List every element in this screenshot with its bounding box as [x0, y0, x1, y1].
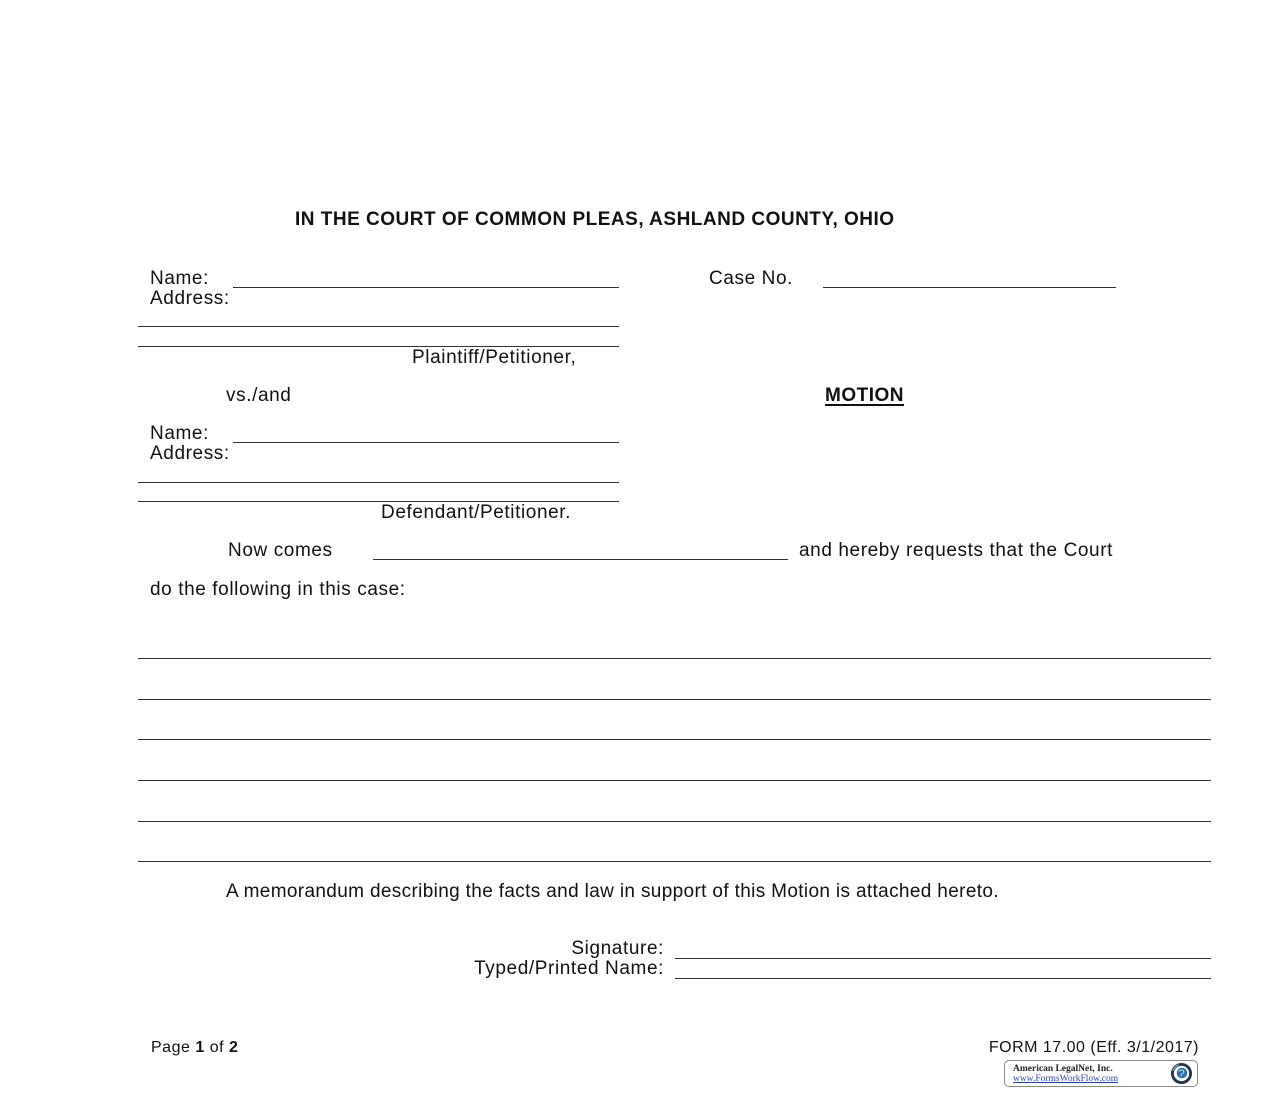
court-title: IN THE COURT OF COMMON PLEAS, ASHLAND COUNTY, OHIO: [295, 209, 895, 230]
plaintiff-role-label: Plaintiff/Petitioner,: [412, 347, 577, 368]
defendant-role-label: Defendant/Petitioner.: [381, 502, 572, 523]
globe-logo-icon: [1170, 1062, 1193, 1085]
page-of: of: [209, 1039, 225, 1056]
defendant-address-label: Address:: [150, 443, 230, 464]
memorandum-text: A memorandum describing the facts and law in support of this Motion is attached hereto.: [226, 881, 999, 902]
request-line-2[interactable]: [138, 699, 1211, 700]
case-no-field[interactable]: [823, 287, 1116, 288]
request-line-5[interactable]: [138, 821, 1211, 822]
page-total: 2: [228, 1039, 239, 1056]
publisher-link[interactable]: www.FormsWorkFlow.com: [1013, 1074, 1119, 1084]
now-comes-label: Now comes: [228, 540, 333, 561]
publisher-badge[interactable]: [1004, 1060, 1198, 1087]
signature-label: Signature:: [571, 938, 664, 959]
requests-text: and hereby requests that the Court: [799, 540, 1114, 561]
request-line-6[interactable]: [138, 861, 1211, 862]
plaintiff-address-label: Address:: [150, 288, 230, 309]
request-line-1[interactable]: [138, 658, 1211, 659]
movant-name-field[interactable]: [373, 559, 788, 560]
page-current: 1: [195, 1039, 205, 1056]
defendant-name-field[interactable]: [233, 442, 619, 443]
defendant-name-label: Name:: [150, 423, 209, 444]
request-line-4[interactable]: [138, 780, 1211, 781]
page-label: Page: [151, 1039, 191, 1056]
plaintiff-name-field[interactable]: [233, 287, 619, 288]
request-line-3[interactable]: [138, 739, 1211, 740]
plaintiff-name-label: Name:: [150, 268, 209, 289]
case-no-label: Case No.: [709, 268, 794, 289]
page-indicator: [151, 1039, 238, 1057]
defendant-address-line-1[interactable]: [138, 482, 619, 483]
plaintiff-address-line-1[interactable]: [138, 326, 619, 327]
continuation-text: do the following in this case:: [150, 579, 406, 600]
publisher-name: American LegalNet, Inc.: [1013, 1064, 1113, 1074]
signature-field[interactable]: [675, 958, 1211, 959]
printed-name-field[interactable]: [675, 978, 1211, 979]
form-id: FORM 17.00 (Eff. 3/1/2017): [988, 1039, 1199, 1056]
printed-name-label: Typed/Printed Name:: [474, 958, 664, 979]
versus-label: vs./and: [226, 385, 292, 406]
document-title: MOTION: [825, 385, 904, 406]
